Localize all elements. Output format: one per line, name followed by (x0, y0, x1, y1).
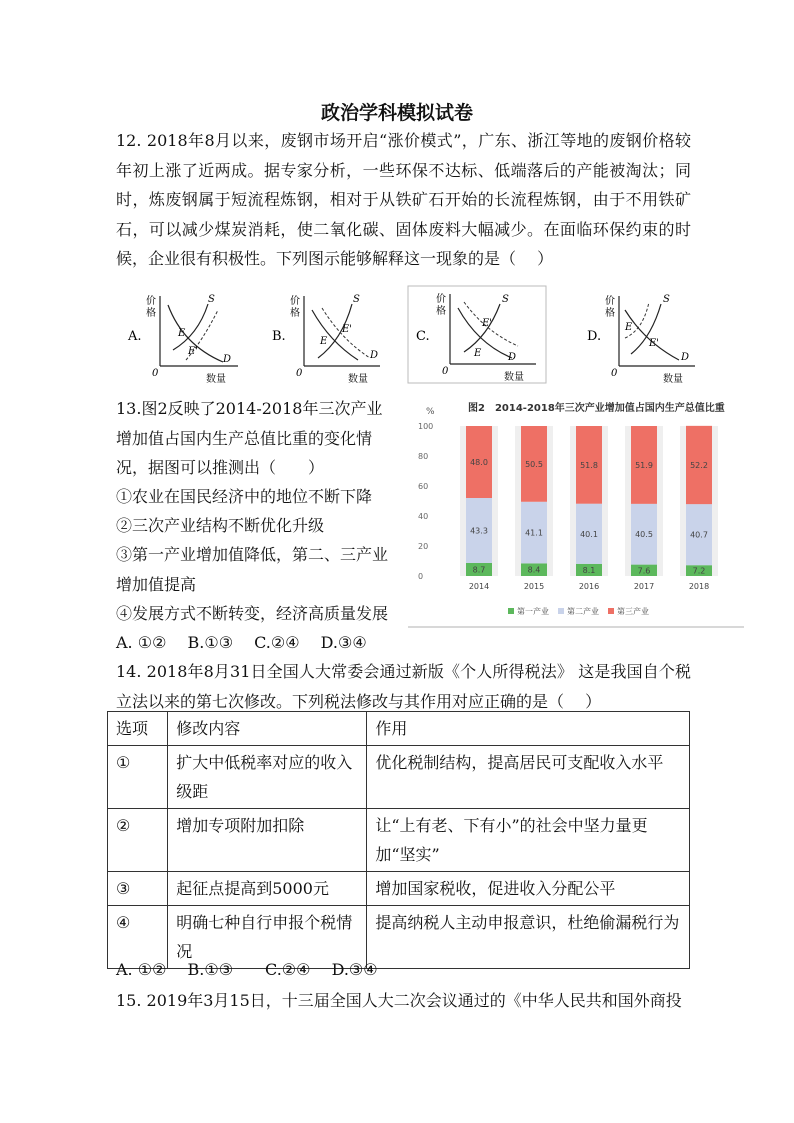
equilibrium-label: E (320, 336, 328, 347)
graph-option-label: D. (587, 329, 602, 344)
origin-label: 0 (152, 368, 159, 379)
table-cell-effect: 让“上有老、下有小”的社会中坚力量更加“坚实” (367, 809, 690, 872)
supply-curve-label: S (663, 294, 670, 305)
legend-swatch (608, 608, 614, 614)
bar-value-label: 40.7 (690, 530, 708, 540)
bar-value-label: 43.3 (470, 526, 488, 536)
bar-value-label: 48.0 (470, 458, 488, 467)
price-axis-label: 价 (605, 296, 615, 307)
y-tick-label: 0 (418, 572, 424, 581)
table-header: 修改内容 (168, 712, 367, 746)
table-cell-change: 扩大中低税率对应的收入级距 (168, 746, 367, 809)
price-axis-label: 价 (146, 296, 156, 307)
price-axis-label: 价 (436, 294, 446, 305)
bar-value-label: 40.5 (635, 530, 653, 540)
table-cell-effect: 增加国家税收，促进收入分配公平 (367, 872, 690, 906)
table-cell-option: ③ (108, 872, 168, 906)
legend-label: 第一产业 (517, 607, 549, 616)
table-row (108, 872, 690, 906)
graph-option-label: B. (272, 329, 286, 344)
legend-swatch (558, 608, 564, 614)
bar-value-label: 51.8 (580, 460, 598, 470)
y-tick-label: 20 (418, 542, 429, 551)
x-tick-label: 2016 (578, 582, 600, 591)
bar-value-label: 8.7 (472, 565, 486, 575)
bar-value-label: 50.5 (525, 459, 543, 469)
table-row (108, 746, 690, 809)
graph-option-d (585, 290, 705, 385)
y-tick-label: 80 (418, 452, 429, 461)
table-cell-option: ① (108, 746, 168, 809)
demand-curve-label: D (370, 350, 379, 361)
page-title: 政治学科模拟试卷 (320, 102, 473, 124)
question-14-answers: A. ①② B.①③ C.②④ D.③④ (116, 960, 378, 979)
equilibrium-label: E (178, 328, 186, 339)
y-tick-label: 60 (418, 482, 429, 491)
origin-label: 0 (611, 368, 618, 379)
bar-value-label: 7.6 (637, 566, 651, 576)
graph-option-c (408, 286, 548, 385)
x-tick-label: 2015 (523, 582, 545, 591)
tax-revision-table (107, 711, 690, 969)
price-axis-label: 格 (290, 308, 300, 319)
table-cell-option: ④ (108, 906, 168, 969)
bar-value-label: 51.9 (635, 460, 653, 470)
bar-value-label: 8.1 (582, 565, 596, 575)
graph-option-label: A. (128, 329, 142, 344)
table-cell-change: 增加专项附加扣除 (168, 809, 367, 872)
legend-label: 第二产业 (567, 607, 599, 616)
industry-share-chart (408, 398, 746, 630)
y-tick-label: 40 (418, 512, 429, 521)
question-13-answers: A. ①② B.①③ C.②④ D.③④ (116, 633, 367, 652)
table-header: 作用 (367, 712, 690, 746)
x-tick-label: 2014 (468, 582, 490, 591)
question-14-stem: 14. 2018年8月31日全国人大常委会通过新版《个人所得税法》 这是我国自个税立法以来的第七次修改。下列税法修改与其作用对应正确的是（ ） (116, 662, 691, 711)
legend-swatch (508, 608, 514, 614)
demand-curve-label: D (508, 352, 517, 363)
equilibrium-label: E' (649, 338, 660, 349)
question-13-stem: 13.图2反映了2014-2018年三次产业增加值占国内生产总值比重的变化情况，据图可以推测出（ ） (116, 399, 383, 477)
y-tick-label: 100 (418, 422, 434, 431)
table-cell-option: ② (108, 809, 168, 872)
equilibrium-label: E (474, 348, 482, 359)
equilibrium-label: E' (342, 324, 353, 335)
quantity-axis-label: 数量 (348, 374, 368, 385)
chart-title: 图2 2014-2018年三次产业增加值占国内生产总值比重 (468, 403, 725, 414)
bar-value-label: 52.2 (690, 461, 708, 470)
quantity-axis-label: 数量 (206, 374, 226, 385)
table-header: 选项 (108, 712, 168, 746)
table-header-row (108, 712, 690, 746)
graph-option-b (270, 290, 390, 385)
question-13-item: ①农业在国民经济中的地位不断下降 (116, 487, 373, 506)
price-axis-label: 价 (290, 296, 300, 307)
question-15-stem: 15. 2019年3月15日，十三届全国人大二次会议通过的《中华人民共和国外商投 (116, 991, 682, 1010)
table-cell-change: 明确七种自行申报个税情况 (168, 906, 367, 969)
quantity-axis-label: 数量 (663, 374, 683, 385)
equilibrium-label: E (625, 322, 633, 333)
equilibrium-label: E' (188, 346, 199, 357)
price-axis-label: 格 (605, 308, 615, 319)
bar-value-label: 40.1 (580, 529, 598, 539)
origin-label: 0 (442, 366, 449, 377)
x-tick-label: 2017 (633, 582, 655, 591)
demand-curve-label: D (223, 354, 232, 365)
table-cell-effect: 优化税制结构，提高居民可支配收入水平 (367, 746, 690, 809)
question-13-item: ④发展方式不断转变，经济高质量发展 (116, 604, 389, 623)
supply-curve-label: S (502, 294, 509, 305)
question-12-stem: 12. 2018年8月以来，废钢市场开启“涨价模式”，广东、浙江等地的废钢价格较年初上涨了近两成。据专家分析，一些环保不达标、低端落后的产能被淘汰；同时，炼废钢属于短流程炼钢，相对于从铁矿石开始的长流程炼钢，由于不用铁矿石，可以减少煤炭消耗，使二氧化碳、固体废料大幅减少。在面临环保约束的时候，企业很有积极性。下列图示能够解释这一现象的是（ ） (116, 131, 691, 268)
origin-label: 0 (296, 368, 303, 379)
bar-value-label: 7.2 (692, 566, 706, 576)
quantity-axis-label: 数量 (504, 372, 524, 383)
x-tick-label: 2018 (688, 582, 710, 591)
question-13-item: ②三次产业结构不断优化升级 (116, 516, 325, 535)
table-cell-change: 起征点提高到5000元 (168, 872, 367, 906)
bar-value-label: 41.1 (525, 528, 543, 538)
demand-curve-label: D (681, 352, 690, 363)
supply-curve-label: S (353, 294, 360, 305)
bar-value-label: 8.4 (527, 565, 541, 575)
table-cell-effect: 提高纳税人主动申报意识，杜绝偷漏税行为 (367, 906, 690, 969)
chart-ylabel: % (426, 407, 435, 417)
table-row (108, 809, 690, 872)
graph-option-label: C. (416, 329, 430, 344)
graph-option-a (128, 290, 248, 385)
supply-curve-label: S (208, 294, 215, 305)
legend-label: 第三产业 (617, 607, 649, 616)
question-13-item: ③第一产业增加值降低，第二、三产业增加值提高 (116, 545, 389, 594)
price-axis-label: 格 (146, 308, 156, 319)
equilibrium-label: E' (482, 318, 493, 329)
price-axis-label: 格 (436, 306, 446, 317)
